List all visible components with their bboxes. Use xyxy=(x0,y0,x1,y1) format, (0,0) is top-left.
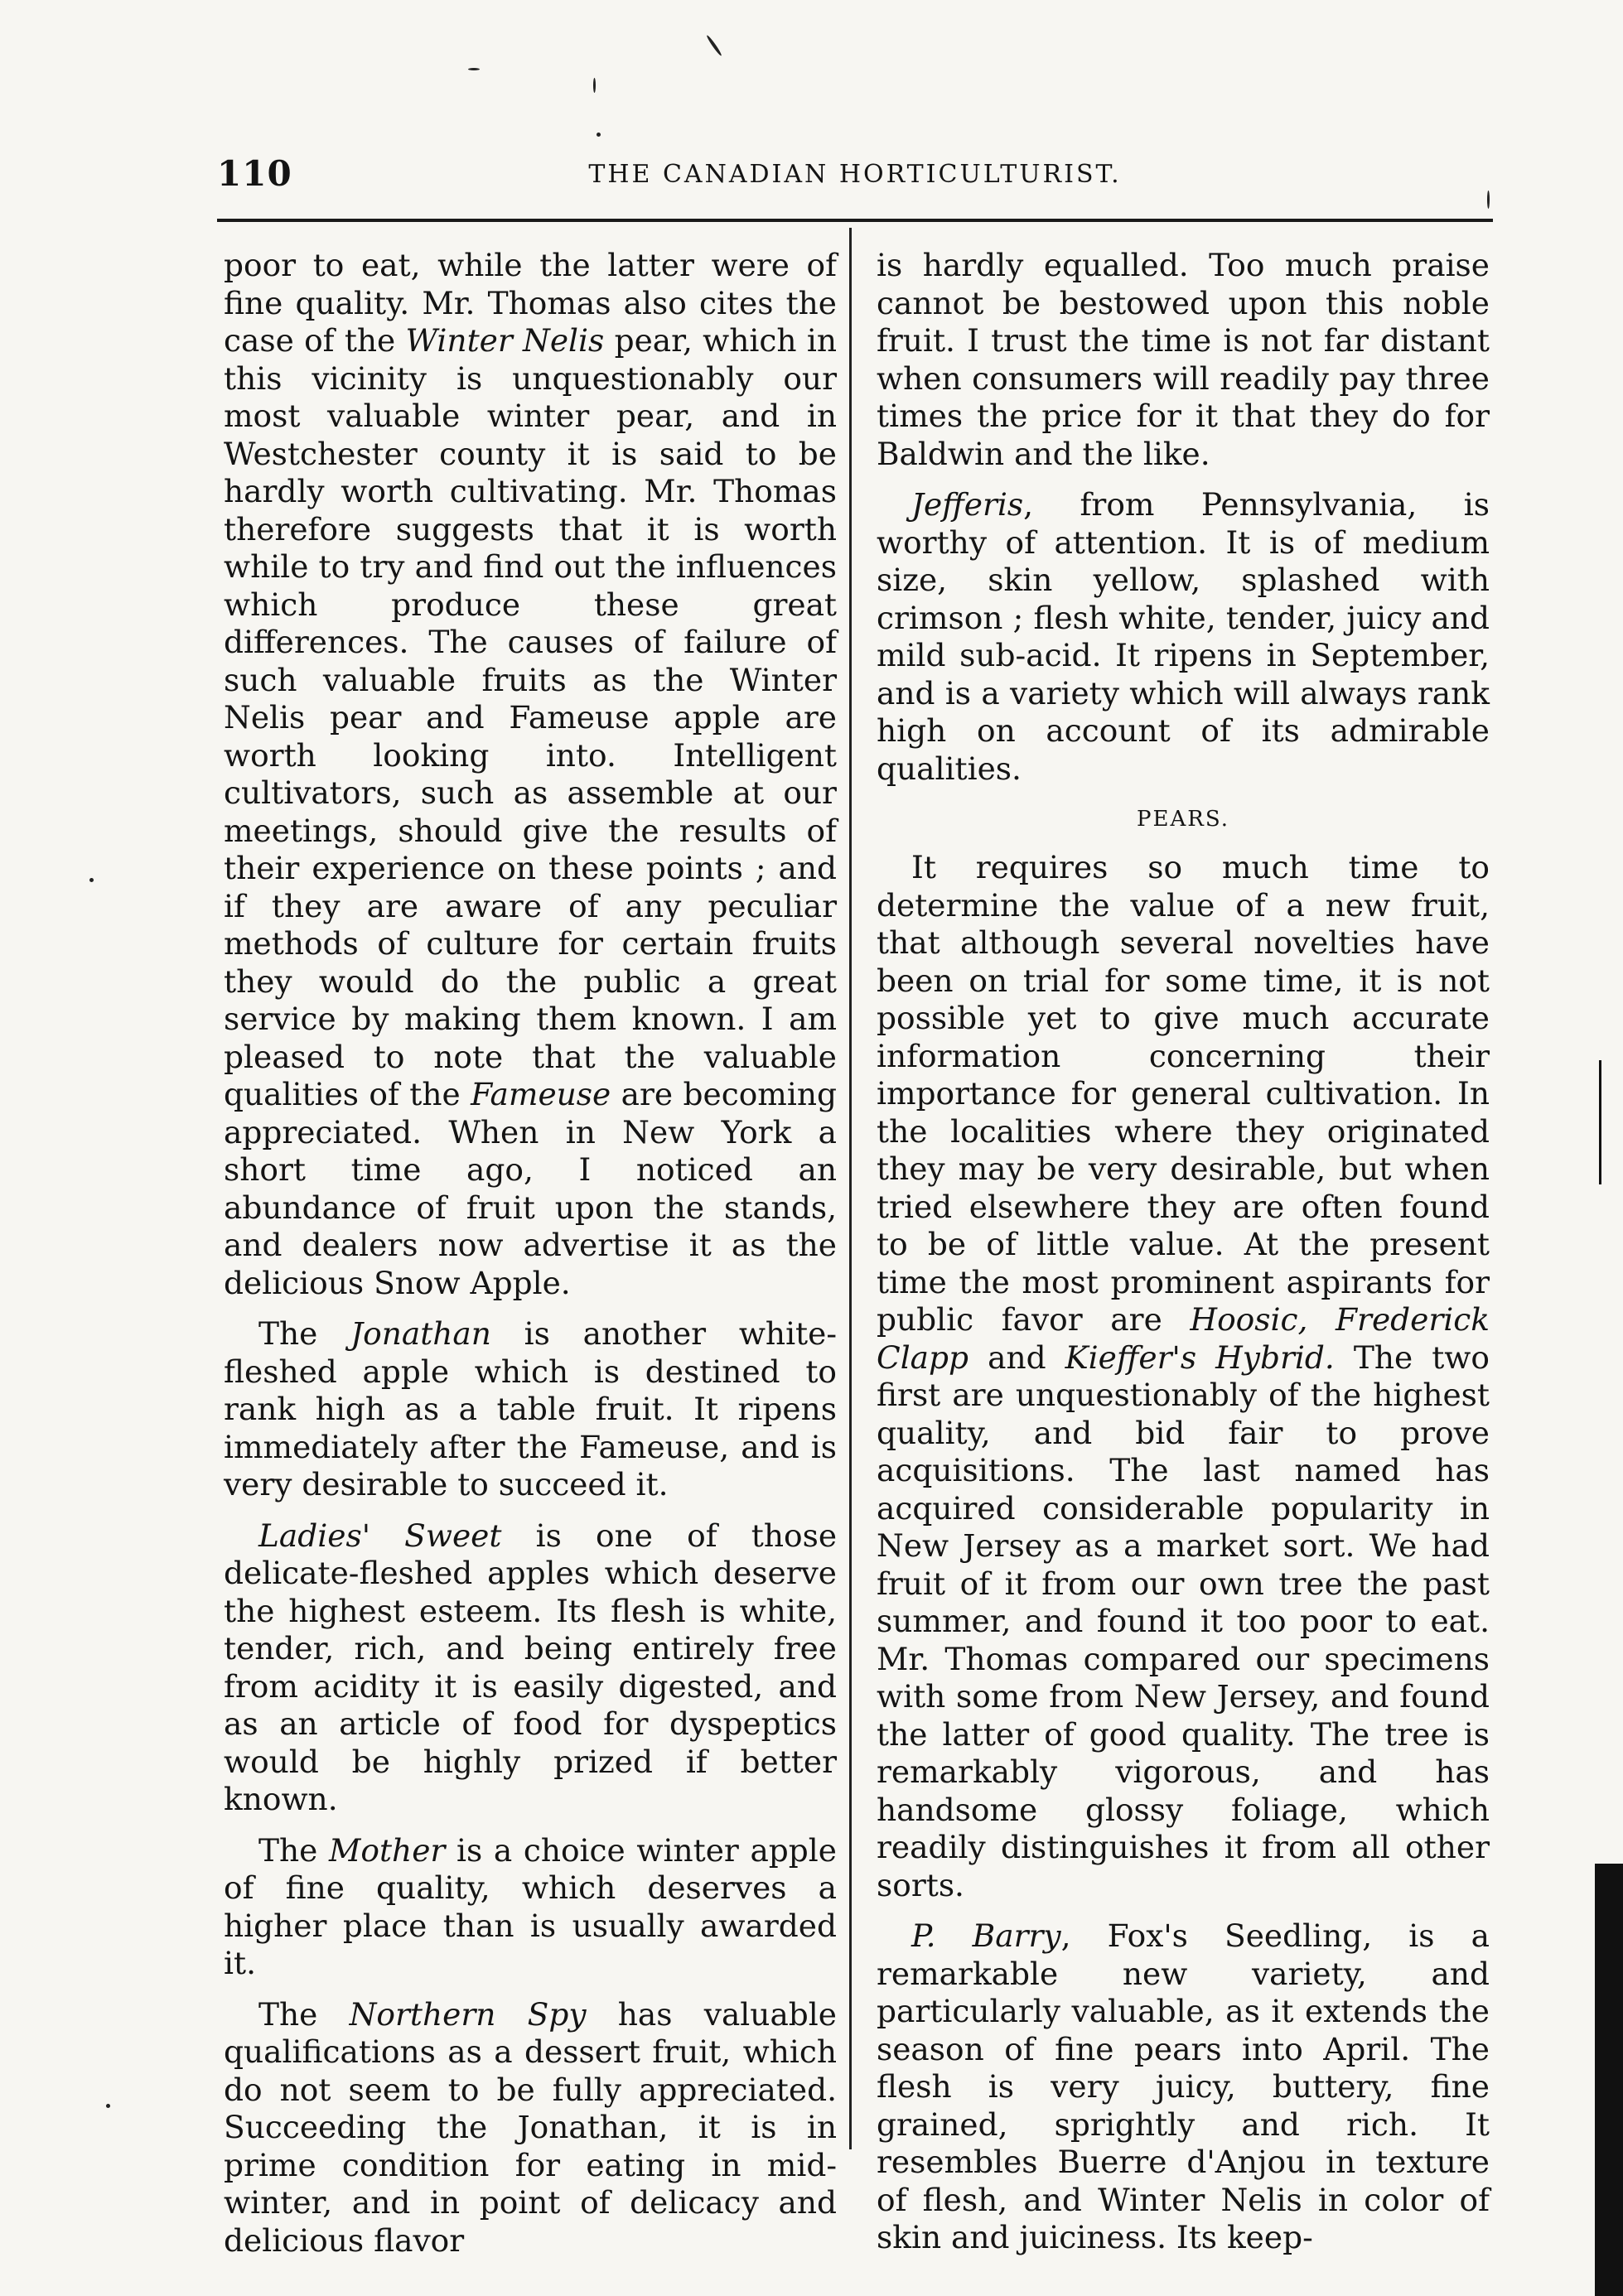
italic-text: Hoosic, Frederick Clapp xyxy=(877,1301,1490,1376)
paragraph xyxy=(877,247,1490,473)
text-run: is hardly equalled. Too much praise cannot be bestowed upon this noble fruit. I trust the time is not far distant when consumers will readily pay three times the price for it that they do for Baldwin and the like. xyxy=(877,247,1490,472)
italic-text: Jonathan xyxy=(350,1315,491,1352)
text-run: and xyxy=(968,1339,1065,1376)
paragraph xyxy=(224,247,837,1302)
text-run: The xyxy=(258,1995,350,2033)
running-title: THE CANADIAN HORTICULTURIST. xyxy=(588,160,1122,189)
italic-text: Ladies' Sweet xyxy=(258,1517,502,1554)
page-number: 110 xyxy=(217,153,292,194)
scan-speck xyxy=(706,35,722,57)
scan-speck xyxy=(597,133,601,137)
left-column xyxy=(224,247,837,2273)
text-run: , Fox's Seedling, is a remarkable new variety, and particularly valuable, as it extends the season of fine pears into April. The flesh is very juicy, buttery, fine grained, sprightly and rich. It resembles Buerre d'Anjou in texture of flesh, and Winter Nelis in color of skin and juiciness. Its keep- xyxy=(877,1917,1490,2255)
text-run: is another white-fleshed apple which is destined to rank high as a table fruit. It ripens immediately after the Fameuse, and is very desirable to succeed it. xyxy=(224,1315,837,1503)
page-header xyxy=(217,153,1493,203)
italic-text: Kieffer's Hybrid. xyxy=(1065,1339,1335,1376)
paragraph xyxy=(877,849,1490,1904)
text-run: has valuable qualifications as a dessert fruit, which do not seem to be fully appreciated. Succeeding the Jonathan, it is in prime condition for eating in mid-winter, and in point of delicacy and delicious flavor xyxy=(224,1995,837,2259)
scan-speck xyxy=(468,68,480,70)
text-run: is a choice winter apple of fine quality, which deserves a higher place than is usually awarded it. xyxy=(224,1831,837,1981)
paragraph xyxy=(224,1517,837,1819)
scan-edge-shadow xyxy=(1595,1864,1623,2296)
paragraph xyxy=(224,1315,837,1504)
column-divider xyxy=(849,228,852,2149)
scan-speck xyxy=(593,78,596,93)
header-rule xyxy=(217,219,1493,222)
italic-text: P. Barry xyxy=(911,1917,1061,1954)
section-heading xyxy=(877,803,1490,836)
text-run: The two first are unquestionably of the highest quality, and bid fair to prove acquisitions. The last named has acquired considerable popularity in New Jersey as a market sort. We had fruit of it from our own tree the past summer, and found it too poor to eat. Mr. Thomas compared our specimens with some from New Jersey, and found the latter of good quality. The tree is remarkably vigorous, and has handsome glossy foliage, which readily distinguishes it from all other sorts. xyxy=(877,1339,1490,1903)
text-run: is one of those delicate-fleshed apples which deserve the highest esteem. Its flesh is white, tender, rich, and being entirely free from acidity it is easily digested, and as an article of food for dyspeptics would be highly prized if better known. xyxy=(224,1517,838,1817)
paragraph xyxy=(877,486,1490,788)
text-run: , from Pennsylvania, is worthy of attention. It is of medium size, skin yellow, splashed with crimson ; flesh white, tender, juicy and mild sub-acid. It ripens in September, and is a variety which will always rank high on account of its admirable qualities. xyxy=(877,486,1490,787)
scan-edge-line xyxy=(1599,1060,1601,1184)
text-run: PEARS. xyxy=(1137,807,1229,832)
right-column xyxy=(877,247,1490,2270)
scan-speck xyxy=(1487,191,1490,209)
italic-text: Fameuse xyxy=(471,1076,611,1112)
paragraph xyxy=(877,1917,1490,2257)
text-run: The xyxy=(258,1315,351,1352)
text-run: It requires so much time to determine the value of a new fruit, that although several novelties have been on trial for some time, it is not possible yet to give much accurate information concerning their importance for general cultivation. In the localities where they originated they may be very desirable, but when tried elsewhere they are often found to be of little value. At the present time the most prominent aspirants for public favor are xyxy=(877,849,1490,1338)
text-run: poor to eat, while the latter were of fine quality. Mr. Thomas also cites the case of the xyxy=(224,247,837,359)
italic-text: Jefferis xyxy=(911,486,1024,523)
text-run: pear, which in this vicinity is unquestionably our most valuable winter pear, and in Westchester county it is said to be hardly worth cultivating. Mr. Thomas therefore suggests that it is worth while to try and find out the influences which produce these great differences. The causes of failure of such valuable fruits as the Winter Nelis pear and Fameuse apple are worth looking into. Intelligent cultivators, such as assemble at our meetings, should give the results of their experience on these points ; and if they are aware of any peculiar methods of culture for certain fruits they would do the public a great service by making them known. I am pleased to note that the valuable qualities of the xyxy=(224,322,837,1112)
scan-speck xyxy=(106,2104,110,2108)
scan-speck xyxy=(89,878,94,882)
italic-text: Winter Nelis xyxy=(405,322,605,359)
paragraph xyxy=(224,1832,837,1983)
text-run: are becoming appreciated. When in New York a short time ago, I noticed an abundance of fruit upon the stands, and dealers now advertise it as the delicious Snow Apple. xyxy=(224,1076,837,1301)
italic-text: Northern Spy xyxy=(349,1995,587,2033)
paragraph xyxy=(224,1996,837,2260)
text-run: The xyxy=(258,1831,329,1869)
italic-text: Mother xyxy=(329,1831,446,1869)
